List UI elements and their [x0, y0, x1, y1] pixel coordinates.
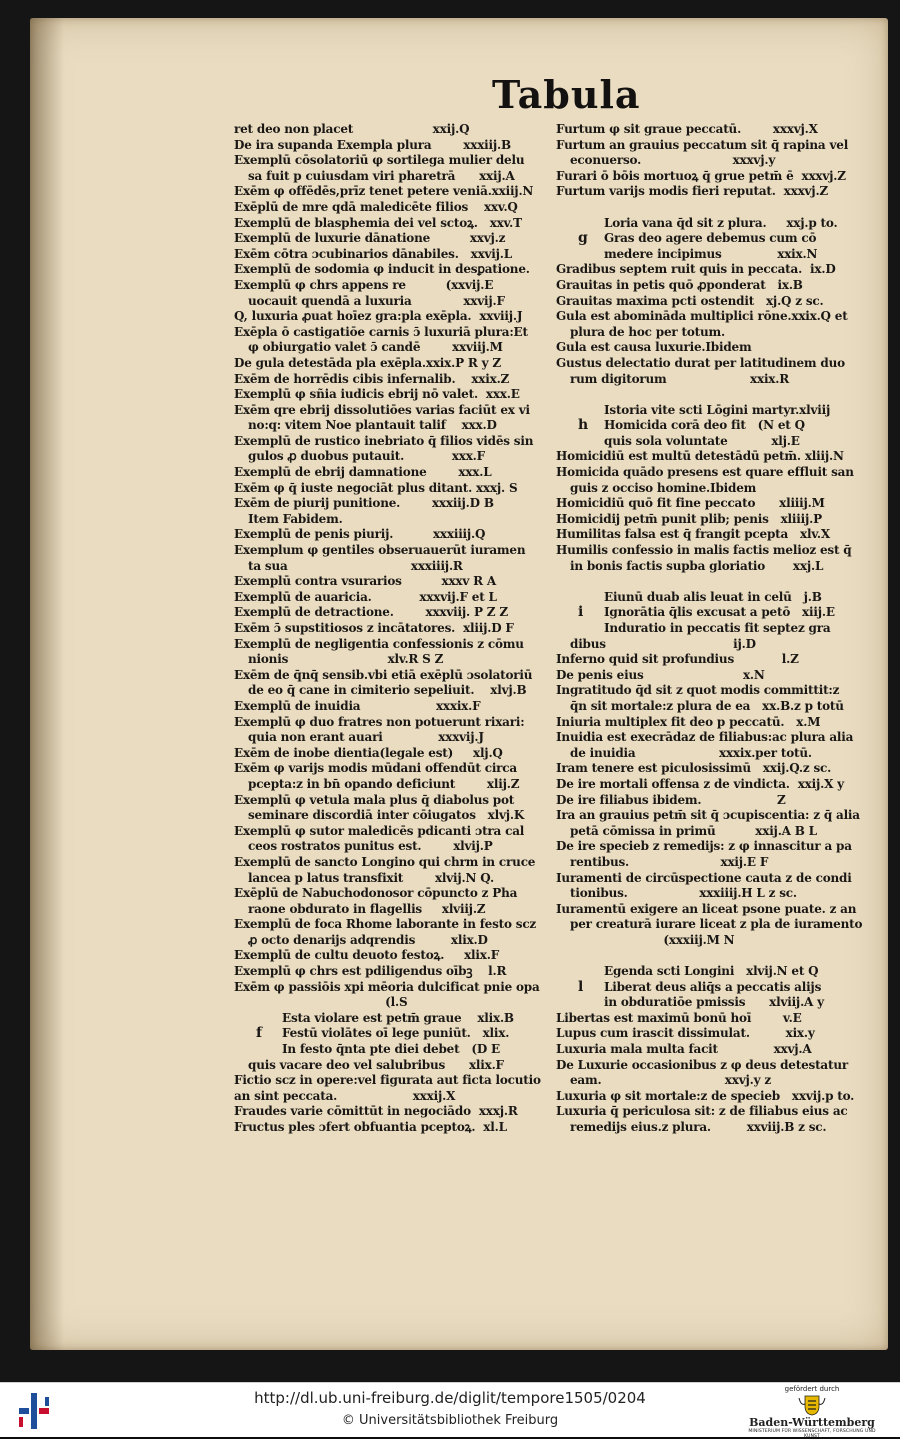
index-entry-line — [234, 761, 556, 777]
index-entry-line — [556, 372, 874, 388]
index-entry-text: sa fuit p cuiusdam viri pharetrā xxij.A — [248, 168, 515, 183]
index-entry-text: Furtum an grauius peccatum sit q̄ rapina vel — [556, 137, 849, 152]
index-entry-line — [556, 964, 874, 980]
index-entry-line — [556, 153, 874, 169]
index-entry-line — [556, 356, 874, 372]
index-entry-text: Festū violātes oī lege puniūt. xlix. — [282, 1026, 510, 1041]
index-entry-line — [556, 917, 874, 933]
index-entry-line — [556, 1089, 874, 1105]
index-entry-line — [234, 746, 556, 762]
index-entry-line — [556, 995, 874, 1011]
index-entry-text: de inuidia xxxix.per totū. — [570, 745, 812, 760]
index-entry-line — [234, 200, 556, 216]
index-entry-line — [556, 1058, 874, 1074]
index-entry-text: Ira an grauius petm̄ sit q̄ ɔcupiscentia: z q̄ alia — [556, 808, 860, 823]
section-letter: h — [578, 418, 588, 434]
index-column-left — [234, 122, 556, 1136]
index-entry-text: Exēm φ passiōis xpi mēoria dulcificat pnie opa — [234, 979, 540, 994]
index-entry-line — [234, 138, 556, 154]
index-entry-text: in bonis factis supba gloriatio xxj.L — [570, 558, 824, 573]
index-entry-text: φ obiurgatio valet ɔ̄ candē xxviij.M — [248, 340, 503, 355]
index-entry-line — [234, 356, 556, 372]
index-entry-text: eam. xxvj.y z — [570, 1073, 771, 1088]
index-entry-line — [234, 559, 556, 575]
index-entry-line — [556, 231, 874, 247]
index-entry-text: Exēm de q̄nq̄ sensib.vbi etiā exēplū ɔsolatoriū — [234, 667, 533, 682]
index-entry-text: De ire mortali offensa z de vindicta. xxij.X y — [556, 776, 844, 791]
index-entry-text: Grauitas maxima pcti ostendit xj.Q z sc. — [556, 293, 824, 308]
index-entry-text: rum digitorum xxix.R — [570, 371, 790, 386]
index-entry-text: Exemplū φ sutor maledicēs pdicanti ɔtra cal — [234, 823, 525, 838]
index-entry-text: ret deo non placet xxij.Q — [234, 122, 470, 136]
index-entry-line — [234, 309, 556, 325]
section-letter: g — [578, 231, 588, 247]
index-entry-text: Iram tenere est piculosissimū xxij.Q.z sc. — [556, 761, 832, 776]
index-entry-text: Gras deo agere debemus cum cō — [604, 231, 817, 246]
index-entry-text: Iniuria multiplex fit deo p peccatū. x.M — [556, 714, 821, 729]
index-entry-text: Exēm φ offēdēs,prīz tenet petere veniā.xxiij.N — [234, 184, 534, 199]
index-entry-text: Homicidij petm̄ punit plib; penis xliiij.P — [556, 511, 822, 526]
index-entry-line — [234, 964, 556, 980]
index-entry-text: Ignorātia q̄lis excusat a petō xiij.E — [604, 605, 835, 620]
index-entry-line — [234, 1011, 556, 1027]
index-entry-line — [234, 637, 556, 653]
index-entry-line — [556, 808, 874, 824]
index-entry-line — [556, 325, 874, 341]
index-entry-text: Luxuria φ sit mortale:z de specieb xxvij.p to. — [556, 1088, 855, 1103]
index-entry-line — [234, 434, 556, 450]
index-entry-text: Esta violare est petm̄ graue xlix.B — [282, 1010, 514, 1025]
index-entry-line — [556, 590, 874, 606]
sponsor-block[interactable] — [742, 1385, 882, 1439]
index-entry-line — [556, 262, 874, 278]
index-entry-line — [556, 340, 874, 356]
index-entry-line — [234, 574, 556, 590]
index-entry-text: gulos ꝓ duobus putauit. xxx.F — [248, 449, 485, 464]
index-entry-line — [234, 169, 556, 185]
index-entry-text: Exemplū cōsolatoriū φ sortilega mulier delu — [234, 153, 525, 168]
index-entry-text: Inuidia est execrādaz de filiabus:ac plura alia — [556, 730, 854, 745]
state-crest-icon — [797, 1394, 827, 1416]
sponsor-ministry: MINISTERIUM FÜR WISSENSCHAFT, FORSCHUNG UND KUNST — [748, 1429, 876, 1439]
section-gap — [556, 387, 874, 403]
index-entry-text: Lupus cum irascit dissimulat. xix.y — [556, 1026, 815, 1041]
index-entry-text: Exemplū contra vsurarios xxxv R A — [234, 574, 496, 589]
index-entry-line — [234, 340, 556, 356]
index-entry-line — [234, 886, 556, 902]
index-entry-text: Exemplū de penis piurij. xxxiiij.Q — [234, 527, 486, 542]
index-entry-text: Exēm cōtra ɔcubinarios dānabiles. xxvij.L — [234, 246, 513, 261]
index-entry-text: Homicidiū est multū detestādū petm̄. xliij.N — [556, 449, 844, 464]
index-entry-line — [556, 1073, 874, 1089]
page-gutter-shadow — [30, 18, 64, 1350]
index-entry-line — [234, 730, 556, 746]
index-entry-text: Gula est abomināda multiplici rōne.xxix.Q et — [556, 309, 848, 324]
index-entry-text: Loria vana q̄d sit z plura. xxj.p to. — [604, 215, 838, 230]
index-entry-line — [556, 403, 874, 419]
index-entry-line — [234, 621, 556, 637]
index-entry-text: Fictio scz in opere:vel figurata aut ficta locutio — [234, 1073, 541, 1088]
index-entry-line — [234, 512, 556, 528]
index-entry-text: Homicida quādo presens est quare effluit san — [556, 465, 854, 480]
index-entry-text: (xxxiij.M N — [556, 932, 735, 947]
index-entry-line — [556, 761, 874, 777]
index-entry-line — [234, 605, 556, 621]
section-letter: l — [578, 979, 584, 995]
index-entry-text: q̄n sit mortale:z plura de ea xx.B.z p totū — [570, 698, 844, 713]
index-entry-text: per creaturā iurare liceat z pla de iuramento — [570, 917, 863, 932]
index-entry-line — [556, 465, 874, 481]
index-entry-line — [234, 902, 556, 918]
index-entry-line — [556, 247, 874, 263]
index-entry-text: Exemplū de cultu deuoto festoꝝ. xlix.F — [234, 948, 500, 963]
index-entry-text: Gustus delectatio durat per latitudinem duo — [556, 355, 845, 370]
copyright-notice: © Universitätsbibliothek Freiburg — [341, 1413, 559, 1428]
index-entry-line — [556, 184, 874, 200]
index-entry-line — [556, 278, 874, 294]
index-entry-text: Exemplū de negligentia confessionis z cōmu — [234, 636, 524, 651]
index-entry-line — [234, 496, 556, 512]
index-entry-line — [556, 668, 874, 684]
index-entry-line — [556, 294, 874, 310]
index-entry-text: uocauit quendā a luxuria xxvij.F — [248, 293, 505, 308]
index-entry-line — [556, 309, 874, 325]
index-entry-text: Exemplū φ chrs est pdiligendus oībꝫ l.R — [234, 964, 507, 979]
index-entry-line — [234, 777, 556, 793]
index-entry-text: Inferno quid sit profundius l.Z — [556, 652, 799, 667]
index-entry-text: nionis xlv.R S Z — [248, 652, 444, 667]
index-entry-line — [556, 543, 874, 559]
index-entry-line — [234, 871, 556, 887]
index-entry-text: Fraudes varie cōmittūt in negociādo xxxj.R — [234, 1104, 518, 1119]
index-entry-text: no:q: vitem Noe plantauit talif xxx.D — [248, 418, 497, 433]
index-entry-text: rentibus. xxij.E F — [570, 854, 769, 869]
index-entry-line — [234, 1058, 556, 1074]
index-entry-text: In festo q̄nta pte diei debet (D E — [282, 1042, 501, 1057]
index-entry-line — [234, 1026, 556, 1042]
index-entry-line — [234, 184, 556, 200]
sponsor-name: Baden-Württemberg — [749, 1416, 875, 1429]
index-entry-line — [556, 746, 874, 762]
index-entry-text: Fructus ples ɔfert obfuantia pceptoꝝ. xl.L — [234, 1120, 507, 1134]
index-entry-line — [234, 855, 556, 871]
index-column-right — [556, 122, 874, 1136]
index-entry-text: Exēm qre ebrij dissolutiōes varias faciūt ex vi — [234, 402, 530, 417]
index-entry-line — [556, 902, 874, 918]
index-entry-text: De ira supanda Exempla plura xxxiij.B — [234, 137, 511, 152]
index-entry-text: Gradibus septem ruit quis in peccata. ix.D — [556, 262, 836, 277]
index-entry-text: Exemplū de luxurie dānatione xxvj.z — [234, 231, 506, 246]
index-entry-text: remedijs eius.z plura. xxviij.B z sc. — [570, 1120, 827, 1134]
index-entry-text: raone obdurato in flagellis xlviij.Z — [248, 901, 486, 916]
index-entry-line — [234, 948, 556, 964]
index-entry-line — [556, 683, 874, 699]
footer-bar — [0, 1382, 900, 1437]
page-header: Tabula — [492, 72, 641, 117]
index-entry-line — [556, 605, 874, 621]
index-entry-text: Exēpla ō castigatiōe carnis ɔ̄ luxuriā plura:Et — [234, 324, 528, 339]
index-entry-line — [234, 543, 556, 559]
index-entry-line — [556, 418, 874, 434]
index-entry-line — [556, 621, 874, 637]
index-entry-line — [556, 730, 874, 746]
index-entry-text: Exēplū de mre qdā maledicēte filios xxv.Q — [234, 199, 518, 214]
index-entry-text: Exēplū de Nabuchodonosor cōpuncto z Pha — [234, 886, 518, 901]
index-entry-text: Exemplū de rustico inebriato q̄ filios vidēs sin — [234, 433, 534, 448]
index-entry-text: De penis eius x.N — [556, 667, 765, 682]
scanned-page — [30, 18, 888, 1350]
index-entry-line — [556, 527, 874, 543]
section-letter: f — [256, 1026, 262, 1042]
index-entry-text: Exēm de horrēdis cibis infernalib. xxix.Z — [234, 371, 510, 386]
index-entry-line — [556, 481, 874, 497]
index-entry-line — [234, 216, 556, 232]
index-entry-line — [556, 652, 874, 668]
index-entry-text: Furari ō bōis mortuoꝝ q̄ grue petm̄ ē xxxvj.Z — [556, 168, 846, 183]
index-entry-line — [234, 403, 556, 419]
index-entry-text: Eiunū duab alis leuat in celū j.B — [604, 589, 822, 604]
index-entry-text: Exemplū de blasphemia dei vel sctoꝝ. xxv.T — [234, 215, 522, 230]
index-entry-line — [234, 247, 556, 263]
index-entry-line — [234, 153, 556, 169]
index-entry-text: Exemplū φ chrs appens re (xxvij.E — [234, 277, 494, 292]
index-entry-text: Exemplū de sodomia φ inducit in desꝑatione. — [234, 262, 530, 277]
index-entry-line — [556, 933, 874, 949]
index-entry-text: Luxuria mala multa facit xxvj.A — [556, 1042, 812, 1057]
index-entry-text: Furtum varijs modis fieri reputat. xxxvj.Z — [556, 184, 828, 199]
index-entry-text: Humilitas falsa est q̄ frangit pcepta xlv.X — [556, 527, 830, 542]
index-entry-line — [556, 449, 874, 465]
index-entry-line — [556, 886, 874, 902]
index-entry-line — [234, 683, 556, 699]
sponsor-label: gefördert durch — [784, 1385, 840, 1393]
index-entry-text: dibus ij.D — [570, 636, 756, 651]
index-entry-line — [556, 1042, 874, 1058]
index-entry-line — [556, 1011, 874, 1027]
index-entry-text: Luxuria q̄ periculosa sit: z de filiabus eius ac — [556, 1104, 848, 1119]
index-entry-line — [556, 496, 874, 512]
index-entry-text: Induratio in peccatis fit septez gra — [604, 621, 831, 635]
index-entry-text: De Luxurie occasionibus z φ deus detestatur — [556, 1057, 848, 1072]
index-entry-text: Iuramenti de circūspectione cauta z de condi — [556, 870, 852, 885]
document-url-link[interactable]: http://dl.ub.uni-freiburg.de/diglit/tempore1505/0204 — [254, 1389, 646, 1407]
index-entry-line — [234, 1089, 556, 1105]
index-entry-text: lancea p latus transfixit xlvij.N Q. — [248, 870, 494, 885]
section-gap — [556, 948, 874, 964]
index-entry-text: Exemplū de foca Rhome laborante in festo scz — [234, 917, 537, 932]
index-entry-line — [556, 699, 874, 715]
index-entry-line — [234, 527, 556, 543]
index-entry-text: Exēm ɔ̄ supstitiosos z incātatores. xliij.D F — [234, 621, 514, 635]
index-entry-text: (l.S — [234, 995, 408, 1010]
index-entry-line — [234, 325, 556, 341]
index-entry-line — [556, 512, 874, 528]
index-entry-line — [234, 294, 556, 310]
index-entry-text: Istoria vite scti Lōgini martyr.xlviij — [604, 402, 831, 417]
section-gap — [556, 200, 874, 216]
index-entry-text: Exemplū φ duo fratres non potuerunt rixari: — [234, 714, 525, 729]
index-entry-line — [556, 871, 874, 887]
index-entry-line — [234, 481, 556, 497]
index-entry-text: econuerso. xxxvj.y — [570, 153, 776, 168]
index-entry-line — [556, 839, 874, 855]
index-entry-line — [234, 372, 556, 388]
index-entry-text: Liberat deus aliq̄s a peccatis alijs — [604, 979, 822, 994]
index-entry-text: ta sua xxxiiij.R — [248, 558, 463, 573]
index-entry-line — [556, 855, 874, 871]
index-entry-line — [234, 652, 556, 668]
index-entry-line — [234, 793, 556, 809]
index-entry-text: Exemplū de sancto Longino qui chrm in cruce — [234, 854, 536, 869]
index-entry-text: an sint peccata. xxxij.X — [234, 1088, 456, 1103]
index-entry-text: Grauitas in petis quō ꝓponderat ix.B — [556, 277, 803, 292]
index-entry-line — [234, 1042, 556, 1058]
index-entry-text: Homicida corā deo fit (N et Q — [604, 418, 805, 433]
index-entry-line — [234, 590, 556, 606]
index-entry-text: tionibus. xxxiiij.H L z sc. — [570, 886, 797, 901]
index-entry-line — [234, 465, 556, 481]
index-entry-text: Exemplū de ebrij damnatione xxx.L — [234, 465, 492, 480]
index-entry-text: quia non erant auari xxxvij.J — [248, 730, 484, 745]
index-entry-line — [234, 449, 556, 465]
index-entry-text: Exemplū φ sñia iudicis ebrij nō valet. xxx.E — [234, 387, 520, 402]
index-entry-line — [556, 824, 874, 840]
index-entry-text: medere incipimus xxix.N — [604, 246, 818, 261]
index-entry-text: Humilis confessio in malis factis melioz est q̄ — [556, 543, 852, 558]
index-entry-line — [234, 278, 556, 294]
index-entry-text: Exemplū de inuidia xxxix.F — [234, 698, 481, 713]
index-entry-line — [234, 122, 556, 138]
section-letter: i — [578, 605, 584, 621]
index-entry-line — [556, 216, 874, 232]
index-entry-line — [556, 1026, 874, 1042]
index-entry-text: petā cōmissa in primū xxij.A B L — [570, 823, 817, 838]
index-entry-text: in obduratiōe pmissis xlviij.A y — [604, 995, 824, 1010]
section-gap — [556, 574, 874, 590]
index-entry-line — [234, 839, 556, 855]
index-entry-line — [556, 434, 874, 450]
index-entry-text: quis sola voluntate xlj.E — [604, 433, 800, 448]
index-entry-text: De ire specieb z remedijs: z φ innascitur a pa — [556, 839, 852, 854]
index-entry-text: Exēm φ q̄ iuste negociāt plus ditant. xxxj. S — [234, 480, 518, 495]
index-entry-text: Gula est causa luxurie.Ibidem — [556, 340, 752, 355]
index-entry-line — [556, 793, 874, 809]
index-entry-line — [556, 559, 874, 575]
index-entry-text: Homicidiū quō fit fine peccato xliiij.M — [556, 496, 825, 511]
index-entry-line — [556, 777, 874, 793]
index-entry-line — [234, 824, 556, 840]
index-entry-line — [556, 715, 874, 731]
index-entry-text: Iuramentū exigere an liceat psone puate. z an — [556, 901, 857, 916]
index-entry-text: De ire filiabus ibidem. Z — [556, 792, 786, 807]
index-entry-text: quis vacare deo vel salubribus xlix.F — [248, 1057, 504, 1072]
index-entry-line — [234, 231, 556, 247]
index-entry-text: pcepta:z in bn̄ opando deficiunt xlij.Z — [248, 776, 520, 791]
index-entry-text: plura de hoc per totum. — [570, 324, 725, 339]
index-entry-text: Item Fabidem. — [248, 511, 343, 526]
index-entry-line — [234, 980, 556, 996]
index-entry-line — [556, 1104, 874, 1120]
index-entry-text: Exēm de inobe dientia(legale est) xlj.Q — [234, 745, 503, 760]
index-entry-text: Exēm de piurij punitione. xxxiij.D B — [234, 496, 494, 511]
index-entry-line — [234, 933, 556, 949]
index-entry-text: Q, luxuria ꝓuat hoīez gra:pla exēpla. xxviij.J — [234, 309, 523, 324]
index-entry-line — [234, 418, 556, 434]
index-entry-line — [234, 917, 556, 933]
index-entry-text: Furtum φ sit graue peccatū. xxxvj.X — [556, 122, 818, 136]
index-entry-text: Egenda scti Longini xlvij.N et Q — [604, 964, 819, 979]
index-entry-line — [234, 668, 556, 684]
index-entry-text: seminare discordiā inter cōiugatos xlvj.K — [248, 808, 525, 823]
index-entry-line — [234, 262, 556, 278]
index-entry-line — [556, 138, 874, 154]
index-entry-text: Exemplū de detractione. xxxviij. P Z Z — [234, 605, 508, 620]
index-entry-text: de eo q̄ cane in cimiterio sepeliuit. xlvj.B — [248, 683, 527, 698]
index-entry-text: ceos rostratos punitus est. xlvij.P — [248, 839, 493, 854]
index-entry-line — [234, 1120, 556, 1136]
index-entry-line — [234, 808, 556, 824]
index-entry-line — [556, 980, 874, 996]
index-entry-line — [556, 169, 874, 185]
index-entry-text: Libertas est maximū bonū hoī v.E — [556, 1010, 802, 1025]
index-entry-line — [556, 1120, 874, 1136]
index-entry-text: Exemplū de auaricia. xxxvij.F et L — [234, 589, 497, 604]
index-entry-line — [234, 387, 556, 403]
index-entry-line — [556, 122, 874, 138]
index-entry-line — [234, 699, 556, 715]
index-entry-text: ꝓ octo denarijs adqrendis xlix.D — [248, 932, 488, 947]
index-entry-line — [234, 1104, 556, 1120]
index-entry-text: Exemplū φ vetula mala plus q̄ diabolus pot — [234, 792, 515, 807]
index-entry-text: De gula detestāda pla exēpla.xxix.P R y Z — [234, 355, 501, 370]
index-entry-line — [234, 715, 556, 731]
index-entry-text: Exēm φ varijs modis mūdani offendūt circa — [234, 761, 517, 776]
index-entry-text: Ingratitudo q̄d sit z quot modis committit:z — [556, 683, 840, 698]
index-entry-line — [556, 637, 874, 653]
index-entry-line — [234, 995, 556, 1011]
index-entry-line — [234, 1073, 556, 1089]
index-entry-text: Exemplum φ gentiles obseruauerūt iuramen — [234, 543, 526, 558]
index-entry-text: guis z occiso homine.Ibidem — [570, 480, 757, 495]
